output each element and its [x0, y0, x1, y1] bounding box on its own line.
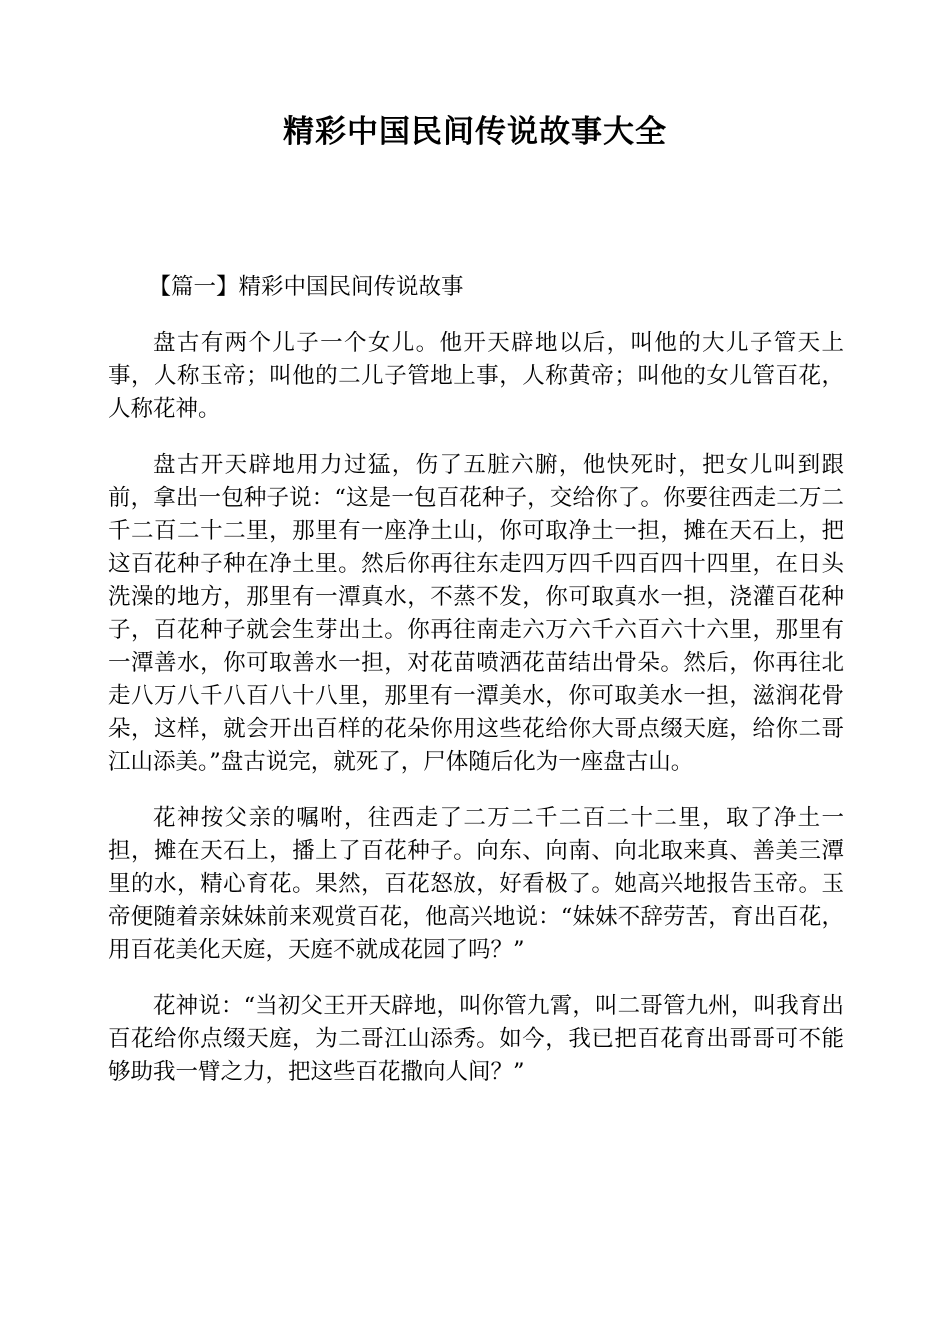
paragraph-3: 花神按父亲的嘱咐，往西走了二万二千二百二十二里，取了净土一担，摊在天石上，播上了百花种子。向东、向南、向北取来真、善美三潭里的水，精心育花。果然，百花怒放，好看极了。她高兴地报告玉帝。玉帝便随着亲妹妹前来观赏百花，他高兴地说：“妹妹不辞劳苦，育出百花，用百花美化天庭，天庭不就成花园了吗？”: [108, 805, 844, 963]
section-heading: 【篇一】精彩中国民间传说故事: [148, 274, 464, 300]
paragraph-1: 盘古有两个儿子一个女儿。他开天辟地以后，叫他的大儿子管天上事，人称玉帝；叫他的二儿子管地上事，人称黄帝；叫他的女儿管百花，人称花神。: [108, 330, 844, 422]
paragraph-2: 盘古开天辟地用力过猛，伤了五脏六腑，他快死时，把女儿叫到跟前，拿出一包种子说：“这是一包百花种子，交给你了。你要往西走二万二千二百二十二里，那里有一座净土山，你可取净土一担，摊在天石上，把这百花种子种在净土里。然后你再往东走四万四千四百四十四里，在日头洗澡的地方，那里有一潭真水，不蒸不发，你可取真水一担，浇灌百花种子，百花种子就会生芽出土。你再往南走六万六千六百六十六里，那里有一潭善水，你可取善水一担，对花苗喷洒花苗结出骨朵。然后，你再往北走八万八千八百八十八里，那里有一潭美水，你可取美水一担，滋润花骨朵，这样，就会开出百样的花朵你用这些花给你大哥点缀天庭，给你二哥江山添美。”盘古说完，就死了，尸体随后化为一座盘古山。: [108, 452, 844, 775]
document-body: [108, 271, 844, 1089]
document-title: 精彩中国民间传说故事大全: [283, 114, 667, 150]
paragraph-4: 花神说：“当初父王开天辟地，叫你管九霄，叫二哥管九州，叫我育出百花给你点缀天庭，为二哥江山添秀。如今，我已把百花育出哥哥可不能够助我一臂之力，把这些百花撒向人间？”: [108, 993, 844, 1085]
